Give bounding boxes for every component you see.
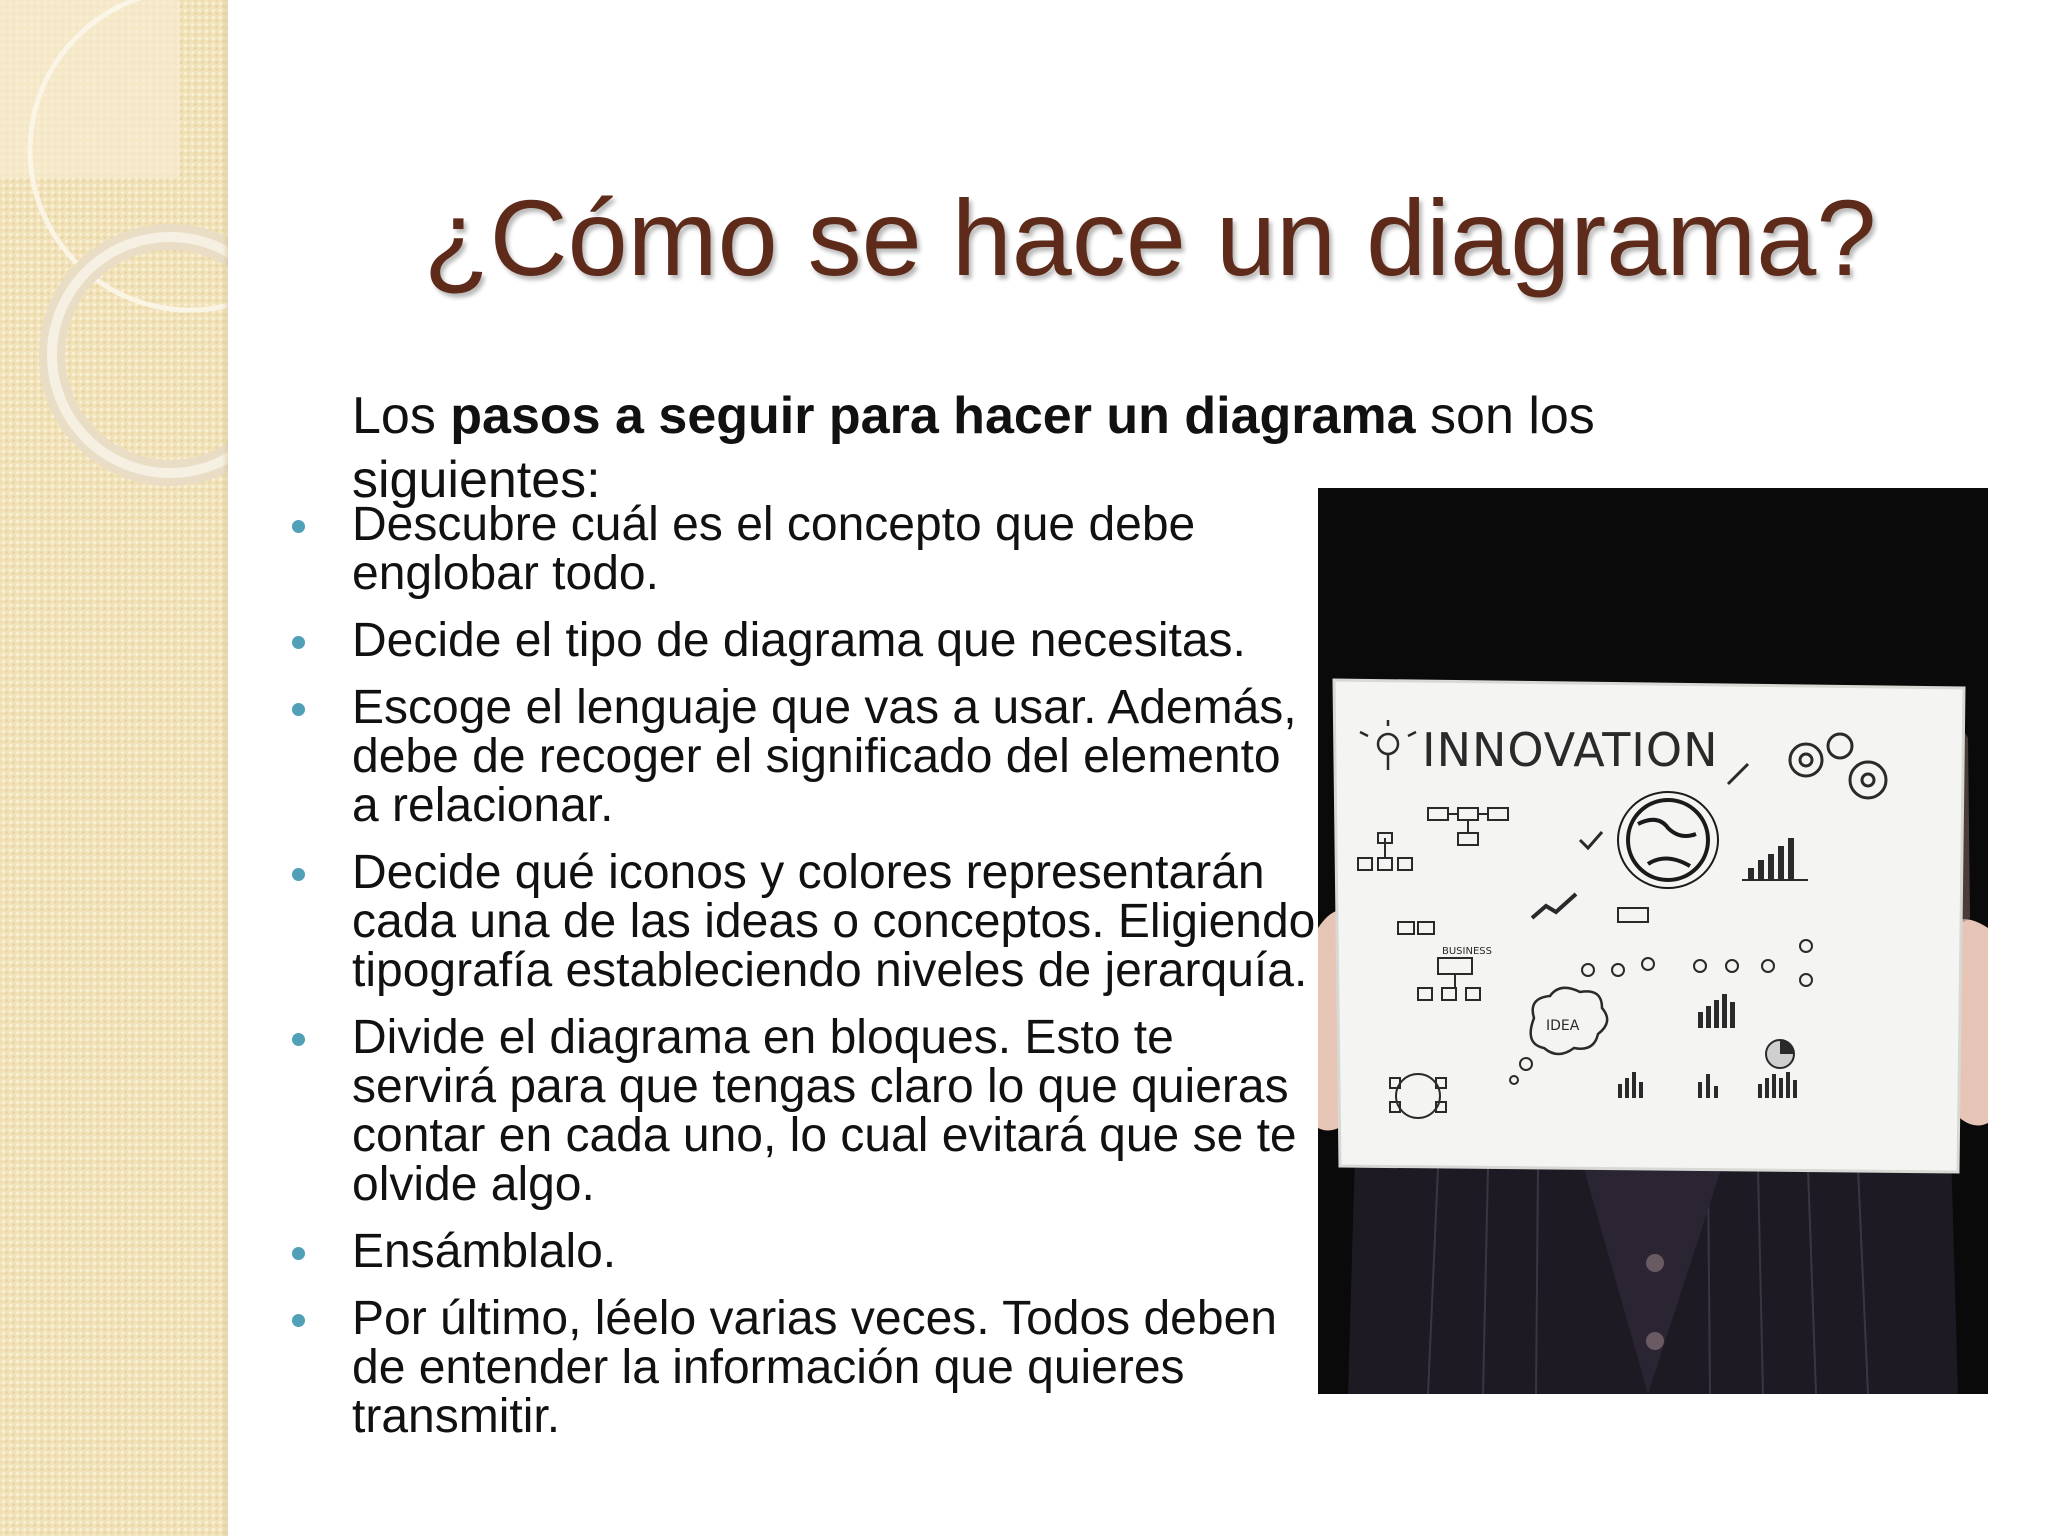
- bullet-icon: [292, 636, 305, 649]
- innovation-photo: [1318, 488, 1988, 1394]
- list-item: [288, 1013, 1318, 1209]
- innovation-board-illustration: [1318, 488, 1988, 1394]
- list-item: [288, 848, 1318, 995]
- step-text: Por último, léelo varias veces. Todos deben de entender la información que quieres transmitir.: [352, 1292, 1277, 1443]
- intro-bold: pasos a seguir para hacer un diagrama: [450, 387, 1416, 445]
- board-heading: INNOVATION: [1422, 723, 1719, 777]
- list-item: [288, 1294, 1318, 1441]
- step-text: Descubre cuál es el concepto que debe englobar todo.: [352, 498, 1196, 600]
- step-text: Decide qué iconos y colores representarán cada una de las ideas o conceptos. Eligiendo tipografía estableciendo niveles de jerarquía.: [352, 846, 1316, 997]
- bullet-icon: [292, 703, 305, 716]
- step-text: Decide el tipo de diagrama que necesitas.: [352, 614, 1246, 667]
- decorative-rings: [0, 0, 228, 1536]
- intro-suffix: son los siguientes:: [352, 387, 1595, 509]
- slide-title: ¿Cómo se hace un diagrama?: [423, 177, 1877, 298]
- bullet-icon: [292, 868, 305, 881]
- list-item: [288, 683, 1318, 830]
- board-label-business: BUSINESS: [1442, 946, 1492, 957]
- intro-prefix: Los: [352, 387, 451, 445]
- step-text: Divide el diagrama en bloques. Esto te servirá para que tengas claro lo que quieras contar en cada uno, lo cual evitará que se te olvide algo.: [352, 1011, 1297, 1211]
- bullet-icon: [292, 520, 305, 533]
- list-item: [288, 616, 1318, 665]
- step-text: Ensámblalo.: [352, 1225, 617, 1278]
- list-item: [288, 500, 1318, 598]
- bullet-icon: [292, 1314, 305, 1327]
- step-text: Escoge el lenguaje que vas a usar. Además, debe de recoger el significado del elemento a relacionar.: [352, 681, 1297, 832]
- bullet-icon: [292, 1033, 305, 1046]
- steps-list: [288, 500, 1318, 1459]
- bullet-icon: [292, 1247, 305, 1260]
- board-label-idea: IDEA: [1546, 1018, 1580, 1034]
- decorative-side-panel: [0, 0, 228, 1536]
- list-item: [288, 1227, 1318, 1276]
